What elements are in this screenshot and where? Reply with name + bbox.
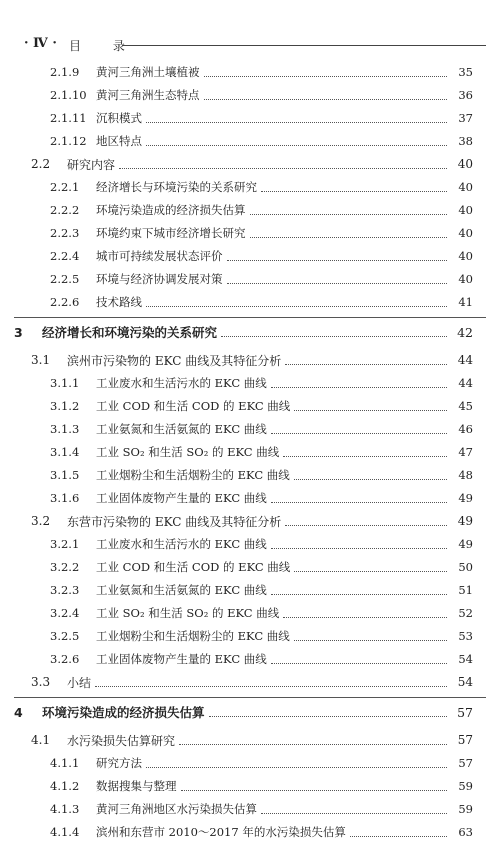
- entry-page-number: 44: [458, 376, 473, 390]
- entry-number: 2.2.4: [50, 249, 80, 263]
- toc-subsection-entry[interactable]: [50, 268, 473, 290]
- entry-number: 3.1.6: [50, 491, 80, 505]
- toc-subsection-entry[interactable]: [50, 798, 473, 820]
- entry-page-number: 36: [458, 88, 473, 102]
- dot-leader: [271, 548, 447, 549]
- entry-number: 4.1: [31, 733, 51, 747]
- chapter-separator: [14, 697, 486, 698]
- entry-page-number: 42: [457, 324, 473, 340]
- dot-leader: [146, 145, 447, 146]
- entry-title: 工业 COD 和生活 COD 的 EKC 曲线: [96, 399, 291, 413]
- entry-title: 东营市污染物的 EKC 曲线及其特征分析: [67, 514, 282, 529]
- entry-page-number: 63: [458, 825, 473, 839]
- entry-page-number: 57: [458, 756, 473, 770]
- entry-title: 工业废水和生活污水的 EKC 曲线: [96, 376, 267, 390]
- entry-number: 2.1.11: [50, 111, 87, 125]
- dot-leader: [250, 214, 448, 215]
- entry-title: 工业 SO₂ 和生活 SO₂ 的 EKC 曲线: [96, 606, 280, 620]
- entry-number: 3.2: [31, 514, 51, 528]
- entry-title: 数据搜集与整理: [96, 779, 177, 793]
- toc-section-entry[interactable]: [31, 729, 473, 751]
- entry-page-number: 49: [457, 514, 473, 528]
- entry-page-number: 45: [458, 399, 473, 413]
- entry-page-number: 40: [458, 180, 473, 194]
- entry-page-number: 54: [457, 675, 473, 689]
- toc-subsection-entry[interactable]: [50, 222, 473, 244]
- entry-page-number: 41: [458, 295, 473, 309]
- entry-page-number: 59: [458, 802, 473, 816]
- entry-title: 环境污染造成的经济损失估算: [42, 705, 205, 720]
- entry-page-number: 48: [458, 468, 473, 482]
- toc-subsection-entry[interactable]: [50, 464, 473, 486]
- entry-number: 2.1.10: [50, 88, 87, 102]
- toc-subsection-entry[interactable]: [50, 245, 473, 267]
- entry-page-number: 47: [458, 445, 473, 459]
- toc-subsection-entry[interactable]: [50, 441, 473, 463]
- entry-number: 3.2.3: [50, 583, 80, 597]
- entry-page-number: 37: [458, 111, 473, 125]
- entry-number: 3.1.4: [50, 445, 80, 459]
- toc-subsection-entry[interactable]: [50, 176, 473, 198]
- dot-leader: [179, 744, 447, 745]
- toc-chapter-entry[interactable]: [14, 701, 473, 723]
- entry-number: 2.2.2: [50, 203, 80, 217]
- toc-subsection-entry[interactable]: [50, 372, 473, 394]
- entry-number: 2.1.12: [50, 134, 87, 148]
- dot-leader: [271, 387, 447, 388]
- entry-number: 3.2.5: [50, 629, 80, 643]
- entry-title: 水污染损失估算研究: [67, 733, 176, 748]
- entry-number: 3.2.2: [50, 560, 80, 574]
- entry-page-number: 40: [458, 203, 473, 217]
- entry-title: 工业烟粉尘和生活烟粉尘的 EKC 曲线: [96, 629, 290, 643]
- entry-title: 小结: [67, 675, 92, 690]
- entry-title: 滨州市污染物的 EKC 曲线及其特征分析: [67, 353, 282, 368]
- entry-title: 城市可持续发展状态评价: [96, 249, 223, 263]
- toc-subsection-entry[interactable]: [50, 84, 473, 106]
- entry-page-number: 40: [458, 272, 473, 286]
- toc-subsection-entry[interactable]: [50, 752, 473, 774]
- entry-number: 3.1.3: [50, 422, 80, 436]
- entry-number: 3.1: [31, 353, 51, 367]
- toc-section-entry[interactable]: [31, 510, 473, 532]
- entry-number: 3.1.1: [50, 376, 80, 390]
- toc-subsection-entry[interactable]: [50, 775, 473, 797]
- toc-subsection-entry[interactable]: [50, 533, 473, 555]
- dot-leader: [294, 410, 447, 411]
- entry-title: 经济增长与环境污染的关系研究: [96, 180, 257, 194]
- dot-leader: [271, 502, 447, 503]
- toc-section-entry[interactable]: [31, 671, 473, 693]
- entry-title: 工业 SO₂ 和生活 SO₂ 的 EKC 曲线: [96, 445, 280, 459]
- entry-number: 3: [14, 324, 23, 340]
- toc-chapter-entry[interactable]: [14, 321, 473, 343]
- entry-number: 3.3: [31, 675, 51, 689]
- toc-subsection-entry[interactable]: [50, 579, 473, 601]
- toc-subsection-entry[interactable]: [50, 821, 473, 843]
- entry-number: 4.1.2: [50, 779, 80, 793]
- dot-leader: [283, 456, 447, 457]
- entry-title: 环境污染造成的经济损失估算: [96, 203, 246, 217]
- entry-title: 工业固体废物产生量的 EKC 曲线: [96, 491, 267, 505]
- header-rule: [122, 45, 486, 46]
- entry-number: 2.2.1: [50, 180, 80, 194]
- dot-leader: [283, 617, 447, 618]
- entry-number: 2.2: [31, 157, 51, 171]
- entry-title: 沉积模式: [96, 111, 142, 125]
- toc-subsection-entry[interactable]: [50, 556, 473, 578]
- entry-title: 研究内容: [67, 157, 116, 172]
- entry-page-number: 49: [458, 537, 473, 551]
- dot-leader: [227, 260, 448, 261]
- entry-page-number: 35: [458, 65, 473, 79]
- dot-leader: [250, 237, 448, 238]
- entry-number: 3.2.1: [50, 537, 80, 551]
- entry-title: 黄河三角洲生态特点: [96, 88, 200, 102]
- dot-leader: [146, 122, 447, 123]
- entry-number: 4.1.4: [50, 825, 80, 839]
- entry-title: 工业氨氮和生活氨氮的 EKC 曲线: [96, 422, 267, 436]
- toc-subsection-entry[interactable]: [50, 130, 473, 152]
- entry-title: 黄河三角洲地区水污染损失估算: [96, 802, 257, 816]
- entry-page-number: 38: [458, 134, 473, 148]
- entry-number: 2.1.9: [50, 65, 80, 79]
- entry-title: 工业氨氮和生活氨氮的 EKC 曲线: [96, 583, 267, 597]
- entry-page-number: 59: [458, 779, 473, 793]
- dot-leader: [271, 433, 447, 434]
- dot-leader: [209, 716, 447, 717]
- dot-leader: [261, 813, 447, 814]
- toc-subsection-entry[interactable]: [50, 487, 473, 509]
- header-title: 目 录: [69, 39, 139, 53]
- entry-page-number: 51: [458, 583, 473, 597]
- entry-title: 经济增长和环境污染的关系研究: [42, 325, 218, 340]
- entry-number: 2.2.6: [50, 295, 80, 309]
- dot-leader: [227, 283, 448, 284]
- entry-number: 3.2.6: [50, 652, 80, 666]
- toc-subsection-entry[interactable]: [50, 61, 473, 83]
- dot-leader: [146, 306, 447, 307]
- dot-leader: [294, 571, 447, 572]
- toc-subsection-entry[interactable]: [50, 395, 473, 417]
- toc-section-entry[interactable]: [31, 153, 473, 175]
- toc-subsection-entry[interactable]: [50, 625, 473, 647]
- dot-leader: [181, 790, 448, 791]
- dot-leader: [204, 99, 448, 100]
- entry-title: 工业固体废物产生量的 EKC 曲线: [96, 652, 267, 666]
- entry-title: 工业烟粉尘和生活烟粉尘的 EKC 曲线: [96, 468, 290, 482]
- dot-leader: [271, 663, 447, 664]
- dot-leader: [350, 836, 447, 837]
- entry-number: 2.2.3: [50, 226, 80, 240]
- entry-number: 2.2.5: [50, 272, 80, 286]
- entry-page-number: 40: [458, 226, 473, 240]
- entry-title: 研究方法: [96, 756, 142, 770]
- dot-leader: [285, 364, 447, 365]
- toc-subsection-entry[interactable]: [50, 199, 473, 221]
- entry-page-number: 53: [458, 629, 473, 643]
- toc-section-entry[interactable]: [31, 349, 473, 371]
- entry-title: 工业废水和生活污水的 EKC 曲线: [96, 537, 267, 551]
- entry-title: 黄河三角洲土壤植被: [96, 65, 200, 79]
- entry-page-number: 54: [458, 652, 473, 666]
- entry-number: 4: [14, 704, 23, 720]
- entry-page-number: 50: [458, 560, 473, 574]
- toc-subsection-entry[interactable]: [50, 418, 473, 440]
- entry-page-number: 40: [457, 157, 473, 171]
- toc-subsection-entry[interactable]: [50, 107, 473, 129]
- entry-number: 3.2.4: [50, 606, 80, 620]
- dot-leader: [221, 336, 447, 337]
- entry-page-number: 57: [457, 733, 473, 747]
- entry-page-number: 44: [457, 353, 473, 367]
- entry-title: 技术路线: [96, 295, 142, 309]
- entry-page-number: 52: [458, 606, 473, 620]
- dot-leader: [294, 640, 447, 641]
- toc-subsection-entry[interactable]: [50, 648, 473, 670]
- entry-number: 3.1.2: [50, 399, 80, 413]
- entry-title: 环境约束下城市经济增长研究: [96, 226, 246, 240]
- dot-leader: [271, 594, 447, 595]
- dot-leader: [294, 479, 447, 480]
- dot-leader: [285, 525, 447, 526]
- page-header: [14, 36, 486, 52]
- chapter-separator: [14, 317, 486, 318]
- toc-subsection-entry[interactable]: [50, 602, 473, 624]
- entry-page-number: 46: [458, 422, 473, 436]
- entry-title: 环境与经济协调发展对策: [96, 272, 223, 286]
- entry-page-number: 49: [458, 491, 473, 505]
- entry-number: 4.1.3: [50, 802, 80, 816]
- dot-leader: [146, 767, 447, 768]
- dot-leader: [119, 168, 447, 169]
- dot-leader: [95, 686, 447, 687]
- entry-number: 3.1.5: [50, 468, 80, 482]
- entry-page-number: 40: [458, 249, 473, 263]
- entry-title: 滨州和东营市 2010～2017 年的水污染损失估算: [96, 825, 346, 839]
- dot-leader: [204, 76, 448, 77]
- entry-title: 工业 COD 和生活 COD 的 EKC 曲线: [96, 560, 291, 574]
- entry-number: 4.1.1: [50, 756, 80, 770]
- toc-subsection-entry[interactable]: [50, 291, 473, 313]
- entry-title: 地区特点: [96, 134, 142, 148]
- header-page-number: · Ⅳ ·: [24, 36, 57, 51]
- dot-leader: [261, 191, 447, 192]
- entry-page-number: 57: [457, 704, 473, 720]
